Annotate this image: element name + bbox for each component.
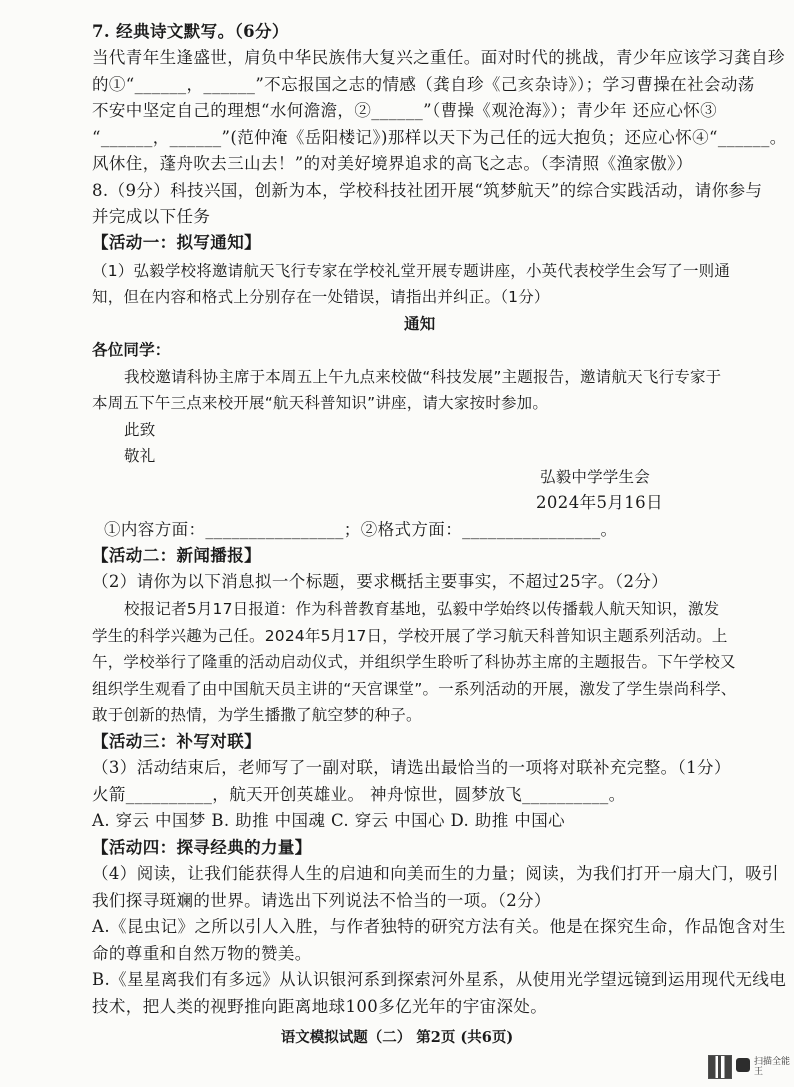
activity-3-heading: 【活动三：补写对联】 — [92, 732, 261, 751]
q7-line-5: 风休住，蓬舟吹去三山去！”的对美好境界追求的高飞之志。（李清照《渔家傲》） — [92, 154, 693, 173]
q3-line-1: （3）活动结束后，老师写了一副对联，请选出最恰当的一项将对联补充完整。（1分） — [92, 758, 731, 777]
q2-news-2: 学生的科学兴趣为己任。2024年5月17日，学校开展了学习航天科普知识主题系列活动。上 — [92, 627, 728, 645]
q7-line-1: 当代青年生逢盛世，肩负中华民族伟大复兴之重任。面对时代的挑战，青少年应该学习龚自珍 — [92, 48, 785, 67]
activity-2-heading: 【活动二：新闻播报】 — [92, 546, 261, 565]
notice-date: 2024年5月16日 — [536, 493, 663, 512]
scanner-watermark: 扫描全能王 — [754, 1057, 791, 1077]
q3-couplet: 火箭__________，航天开创英雄业。 神舟惊世，圆梦放飞__________。 — [92, 785, 626, 804]
q2-news-1: 校报记者5月17日报道：作为科普教育基地，弘毅中学始终以传播载人航天知识，激发 — [124, 600, 720, 618]
q1-line-2: 知，但在内容和格式上分别存在一处错误，请指出并纠正。（1分） — [92, 288, 550, 306]
q4-option-b-2: 技术，把人类的视野推向距离地球100多亿光年的宇宙深处。 — [92, 997, 548, 1016]
q2-news-5: 敢于创新的热情，为学生播撒了航空梦的种子。 — [92, 706, 422, 724]
q4-line-2: 我们探寻斑斓的世界。请选出下列说法不恰当的一项。（2分） — [92, 891, 551, 910]
q4-option-a-1: A.《昆虫记》之所以引人入胜，与作者独特的研究方法有关。他是在探究生命，作品饱含对生 — [92, 917, 786, 936]
q2-news-4: 组织学生观看了由中国航天员主讲的“天宫课堂”。一系列活动的开展，激发了学生崇尚科学、 — [92, 680, 737, 698]
q8-line-2: 并完成以下任务 — [92, 207, 211, 226]
notice-closing-1: 此致 — [124, 421, 156, 439]
q4-option-a-2: 命的尊重和自然万物的赞美。 — [92, 944, 312, 963]
notice-closing-2: 敬礼 — [124, 447, 156, 465]
q7-line-3: 不安中坚定自己的理想“水何澹澹，②______”（曹操《观沧海》）；青少年 还应心怀③ — [92, 101, 718, 120]
page-footer: 语文模拟试题（二） 第2页 (共6页) — [280, 1029, 514, 1046]
q4-option-b-1: B.《星星离我们有多远》从认识银河系到探索河外星系，从使用光学望远镜到运用现代无线电 — [92, 970, 787, 989]
q7-title: 7. 经典诗文默写。（6分） — [92, 22, 289, 41]
q1-line-1: （1）弘毅学校将邀请航天飞行专家在学校礼堂开展专题讲座，小英代表校学生会写了一则通 — [92, 262, 731, 280]
activity-4-heading: 【活动四：探寻经典的力量】 — [92, 838, 312, 857]
q2-news-3: 午，学校举行了隆重的活动启动仪式，并组织学生聆听了科协苏主席的主题报告。下午学校又 — [92, 653, 736, 671]
q1-answer-line: ①内容方面：________________；②格式方面：________________。 — [104, 520, 618, 539]
notice-body-1: 我校邀请科协主席于本周五上午九点来校做“科技发展”主题报告，邀请航天飞行专家于 — [124, 368, 722, 386]
q8-line-1: 8.（9分）科技兴国，创新为本，学校科技社团开展“筑梦航天”的综合实践活动，请你参与 — [92, 181, 763, 200]
qr-code-icon — [709, 1056, 731, 1078]
q7-line-4: “______，______”(范仲淹《岳阳楼记》)那样以天下为己任的远大抱负；还应心怀④“______。 — [92, 128, 787, 147]
notice-greeting: 各位同学： — [92, 341, 171, 359]
scanner-logo-icon — [736, 1058, 750, 1072]
notice-title: 通知 — [404, 315, 436, 333]
q4-line-1: （4）阅读，让我们能获得人生的启迪和向美而生的力量；阅读，为我们打开一扇大门，吸引 — [92, 864, 779, 883]
notice-signature: 弘毅中学学生会 — [540, 468, 650, 486]
activity-1-heading: 【活动一：拟写通知】 — [92, 233, 261, 252]
notice-body-2: 本周五下午三点来校开展“航天科普知识”讲座，请大家按时参加。 — [92, 394, 549, 412]
q2-line-1: （2）请你为以下消息拟一个标题，要求概括主要事实，不超过25字。（2分） — [92, 572, 669, 591]
q7-line-2: 的①“______，______”不忘报国之志的情感（龚自珍《己亥杂诗》）；学习曹操在社会动荡 — [92, 75, 755, 94]
q3-options: A. 穿云 中国梦 B. 助推 中国魂 C. 穿云 中国心 D. 助推 中国心 — [92, 811, 565, 830]
